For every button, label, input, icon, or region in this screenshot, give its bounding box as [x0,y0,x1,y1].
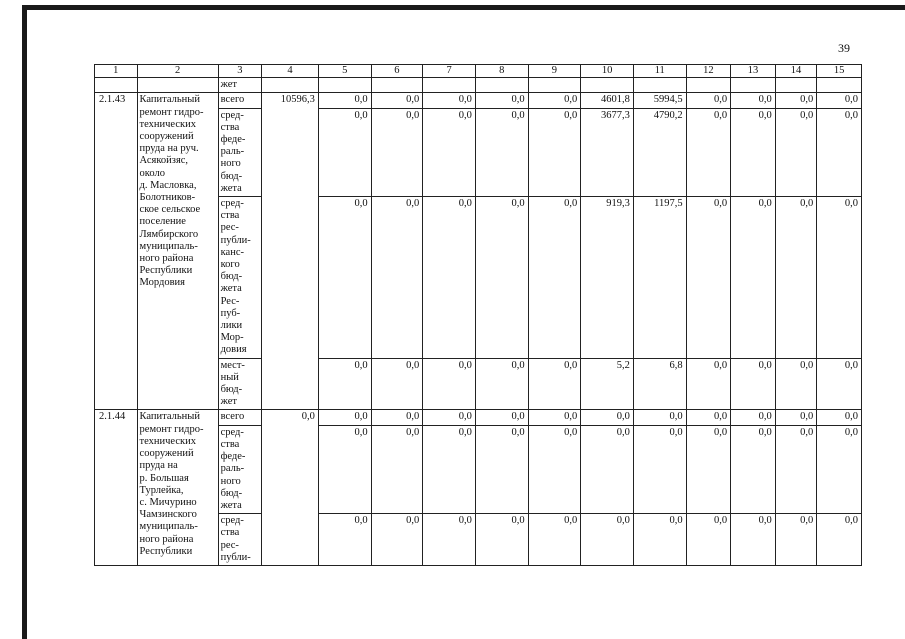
value-cell: 0,0 [775,358,817,410]
column-number: 3 [218,65,262,78]
value-cell: 0,0 [817,410,862,425]
column-number: 9 [528,65,581,78]
value-cell: 0,0 [686,410,731,425]
value-cell: 0,0 [581,425,634,513]
value-cell: 0,0 [318,358,371,410]
value-cell: 0,0 [731,514,776,566]
funding-type: всего [218,410,262,425]
value-cell: 919,3 [581,197,634,359]
value-cell: 0,0 [775,410,817,425]
column-number: 10 [581,65,634,78]
value-cell: 0,0 [475,93,528,108]
value-cell: 0,0 [371,410,423,425]
value-cell: 0,0 [686,358,731,410]
record-total: 10596,3 [262,93,319,410]
value-cell: 0,0 [371,108,423,196]
value-cell: 0,0 [775,425,817,513]
value-cell: 0,0 [817,108,862,196]
record-name: Капитальный ремонт гидро- технических сооружений пруда на р. Большая Турлейка, с. Мичурино Чамзинского муниципаль- ного района Республики [137,410,218,565]
continuation-text: жет [218,78,262,93]
record-code: 2.1.43 [95,93,138,410]
funding-row [95,410,862,425]
value-cell: 0,0 [475,197,528,359]
page-number: 39 [838,41,850,55]
funding-type: сред- ства рес- публи- [218,514,262,566]
budget-table [94,64,862,566]
value-cell: 1197,5 [633,197,686,359]
value-cell: 4601,8 [581,93,634,108]
column-number-row [95,65,862,78]
value-cell: 0,0 [633,410,686,425]
value-cell: 0,0 [817,358,862,410]
value-cell: 0,0 [731,108,776,196]
value-cell: 0,0 [423,197,476,359]
value-cell: 0,0 [318,514,371,566]
scan-left-edge [22,5,27,639]
value-cell: 0,0 [817,197,862,359]
value-cell: 0,0 [318,410,371,425]
value-cell: 0,0 [423,410,476,425]
column-number: 11 [633,65,686,78]
value-cell: 0,0 [371,425,423,513]
value-cell: 0,0 [423,425,476,513]
funding-type: мест- ный бюд- жет [218,358,262,410]
column-number: 15 [817,65,862,78]
value-cell: 0,0 [423,108,476,196]
value-cell: 0,0 [528,425,581,513]
column-number: 12 [686,65,731,78]
value-cell: 0,0 [581,514,634,566]
value-cell: 0,0 [775,93,817,108]
value-cell: 0,0 [731,425,776,513]
value-cell: 0,0 [775,108,817,196]
value-cell: 5994,5 [633,93,686,108]
value-cell: 0,0 [817,425,862,513]
column-number: 2 [137,65,218,78]
table-body [95,65,862,566]
column-number: 1 [95,65,138,78]
value-cell: 4790,2 [633,108,686,196]
value-cell: 0,0 [686,514,731,566]
value-cell: 0,0 [686,108,731,196]
value-cell: 0,0 [528,358,581,410]
value-cell: 0,0 [371,197,423,359]
funding-type: сред- ства феде- раль- ного бюд- жета [218,425,262,513]
value-cell: 0,0 [686,425,731,513]
value-cell: 0,0 [371,93,423,108]
value-cell: 0,0 [475,358,528,410]
value-cell: 0,0 [633,514,686,566]
record-code: 2.1.44 [95,410,138,565]
funding-type: сред- ства рес- публи- канс- кого бюд- жета Рес- пуб- лики Мор- довия [218,197,262,359]
value-cell: 0,0 [318,93,371,108]
record-name: Капитальный ремонт гидро- технических сооружений пруда на руч. Асякойзяс, около д. Масловка, Болотников- ское сельское поселение Лямбирского муниципаль- ного района Республики Мордовия [137,93,218,410]
value-cell: 6,8 [633,358,686,410]
value-cell: 0,0 [475,514,528,566]
value-cell: 0,0 [475,410,528,425]
value-cell: 5,2 [581,358,634,410]
record-total: 0,0 [262,410,319,565]
column-number: 7 [423,65,476,78]
value-cell: 0,0 [775,197,817,359]
value-cell: 0,0 [775,514,817,566]
value-cell: 0,0 [686,93,731,108]
value-cell: 0,0 [731,197,776,359]
column-number: 8 [475,65,528,78]
value-cell: 0,0 [318,197,371,359]
value-cell: 0,0 [528,93,581,108]
value-cell: 0,0 [528,410,581,425]
value-cell: 0,0 [731,93,776,108]
value-cell: 3677,3 [581,108,634,196]
value-cell: 0,0 [528,197,581,359]
value-cell: 0,0 [528,514,581,566]
value-cell: 0,0 [528,108,581,196]
value-cell: 0,0 [423,93,476,108]
column-number: 4 [262,65,319,78]
value-cell: 0,0 [731,358,776,410]
column-number: 14 [775,65,817,78]
value-cell: 0,0 [423,358,476,410]
value-cell: 0,0 [633,425,686,513]
continuation-row [95,78,862,93]
value-cell: 0,0 [371,514,423,566]
value-cell: 0,0 [817,93,862,108]
value-cell: 0,0 [423,514,476,566]
value-cell: 0,0 [318,108,371,196]
value-cell: 0,0 [475,108,528,196]
funding-type: сред- ства феде- раль- ного бюд- жета [218,108,262,196]
value-cell: 0,0 [371,358,423,410]
scan-top-edge [22,5,905,10]
column-number: 5 [318,65,371,78]
value-cell: 0,0 [318,425,371,513]
value-cell: 0,0 [731,410,776,425]
column-number: 6 [371,65,423,78]
value-cell: 0,0 [686,197,731,359]
funding-type: всего [218,93,262,108]
value-cell: 0,0 [475,425,528,513]
funding-row [95,93,862,108]
value-cell: 0,0 [581,410,634,425]
value-cell: 0,0 [817,514,862,566]
column-number: 13 [731,65,776,78]
